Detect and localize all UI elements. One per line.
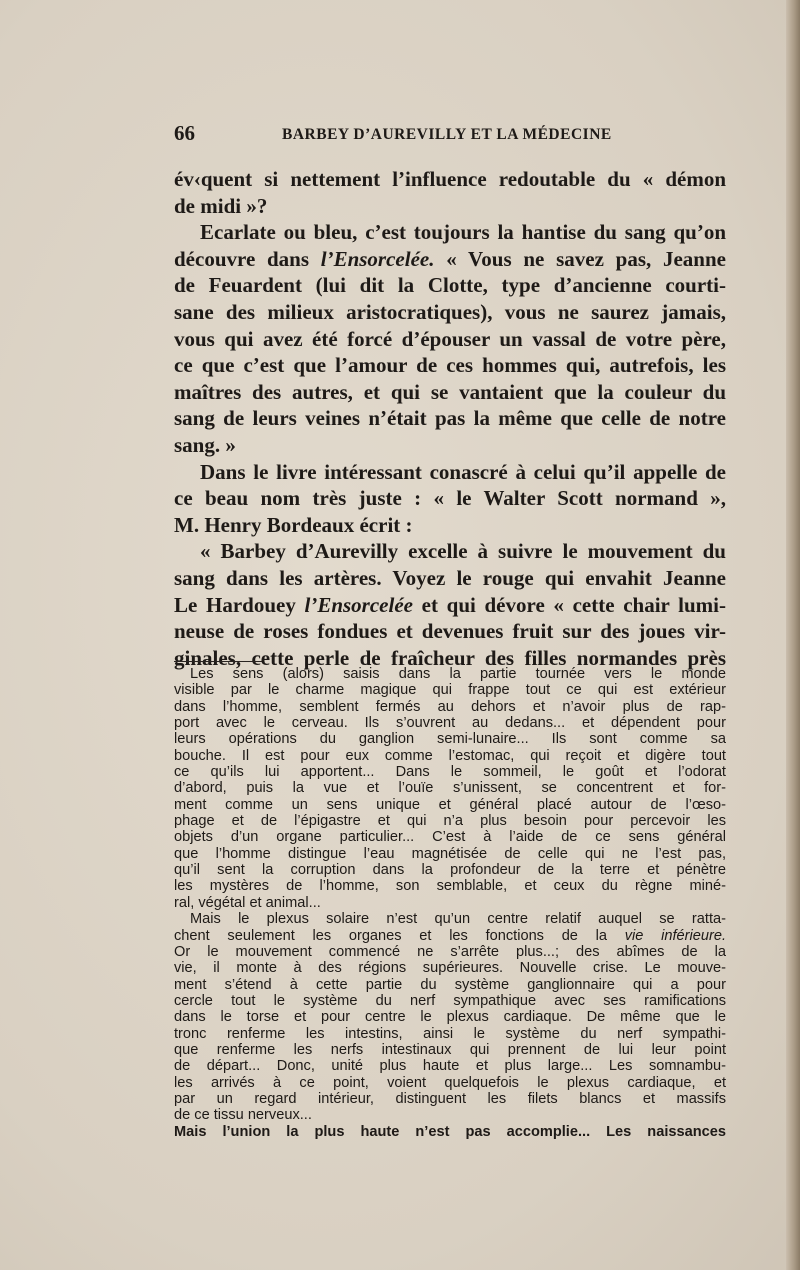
footnote-line: ment comme un sens unique et général placé autour de l’œso- [174,796,726,813]
footnote-line: que renferme les nerfs intestinaux qui prennent de lui leur point [174,1041,726,1058]
footnote-line-italic: vie inférieure. [624,927,727,944]
footnote-line: cercle tout le système du nerf sympathique avec ses ramifications [174,992,726,1009]
footnote-line-part: chent seulement les organes et les fonctions de la [174,927,625,944]
footnote-line: ral, végétal et animal... [174,894,321,911]
footnote-line [174,928,726,944]
footnote-line [174,911,726,927]
body-line [174,592,726,619]
body-line: sang dans les artères. Voyez le rouge qui envahit Jeanne [174,565,726,590]
body-line: Dans le livre intéressant conascré à celui qu’il appelle de [200,459,726,484]
footnote-line: de départ... Donc, unité plus haute et plus large... Les somnambu- [174,1058,726,1075]
footnote-line: d’abord, puis la vue et l’ouïe s’unissent, se concentrent et for- [174,780,726,797]
body-line-part: et qui dévore « cette chair lumi- [412,592,726,617]
footnote-line: dans l’homme, semblent fermés au dehors et n’avoir plus de rap- [174,698,726,715]
body-line [174,246,726,273]
body-line: vous qui avez été forcé d’épouser un vassal de votre père, [174,326,726,351]
footnote-line-part: Mais le plexus solaire n’est qu’un centre relatif auquel se ratta- [190,911,726,928]
page-edge [786,0,800,1270]
footnote-line: de ce tissu nerveux... [174,1107,312,1124]
body-line: « Barbey d’Aurevilly excelle à suivre le mouvement du [200,539,726,564]
footnote-line: ce qu’ils lui apportent... Dans le sommeil, le goût et l’odorat [174,764,726,781]
footnote-line: Mais l’union la plus haute n’est pas accomplie... Les naissances [174,1123,726,1140]
footnote-line: les arrivés à ce point, voient quelquefois le plexus cardiaque, et [174,1074,726,1091]
footnote-line: ment s’étend à cette partie du système ganglionnaire qui a pour [174,976,726,993]
footnote-line: que l’homme distingue l’eau magnétisée de celle qui ne l’est pas, [174,845,726,862]
footnote-line: visible par le charme magique qui frappe tout ce qui est extérieur [174,682,726,699]
main-text [174,166,726,671]
body-line: ce beau nom très juste : « le Walter Scott normand », [174,486,726,511]
running-head [174,121,724,151]
footnote-line: port avec le cerveau. Ils s’ouvrent au dedans... et dépendent pour [174,715,726,732]
body-line: ginales, cette perle de fraîcheur des filles normandes près [174,645,726,670]
body-line-part: « Vous ne savez pas, Jeanne [434,246,726,271]
footnote-line: Or le mouvement commencé ne s’arrête plus...; des abîmes de la [174,943,726,960]
footnote-line: leurs opérations du ganglion semi-lunaire... Ils sont comme sa [174,731,726,748]
footnote-line: qu’il sent la corruption dans la profondeur de la terre et pénètre [174,862,726,879]
body-line: neuse de roses fondues et devenues fruit sur des joues vir- [174,619,726,644]
footnote-line: tronc renferme les intestins, ainsi le système du nerf sympathi- [174,1025,726,1042]
footnote-line: par un regard intérieur, distinguent les filets blancs et massifs [174,1090,726,1107]
footnote-line: vie, il monte à des régions supérieures. Nouvelle crise. Le mouve- [174,960,726,977]
body-line: de Feuardent (lui dit la Clotte, type d’ancienne courti- [174,273,726,298]
footnote [174,666,726,1140]
footnote-line: objets d’un organe particulier... C’est à l’aide de ce sens général [174,829,726,846]
body-line: sang de leurs veines n’était pas la même que celle de notre [174,406,726,431]
body-line: sang. » [174,432,236,457]
page-number: 66 [174,121,195,145]
footnote-line: Les sens (alors) saisis dans la partie tournée vers le monde [190,666,726,682]
footnote-line: les mystères de l’homme, son semblable, et ceux du règne miné- [174,878,726,895]
body-line-italic: l’Ensorcelée [304,592,413,617]
body-line: sane des milieux aristocratiques), vous ne saurez jamais, [174,299,726,324]
body-line-part: Le Hardouey [174,592,305,617]
body-line-part: découvre dans [174,246,321,271]
body-line: de midi »? [174,193,268,218]
footnote-line: bouche. Il est pour eux comme l’estomac, qui reçoit et digère tout [174,747,726,764]
body-line: maîtres des autres, et qui se vantaient que la couleur du [174,379,726,404]
footnote-line: phage et de l’épigastre et qui n’a plus besoin pour percevoir les [174,813,726,830]
footnote-separator [174,661,262,662]
body-line-italic: l’Ensorcelée. [320,246,435,271]
running-title: BARBEY D’AUREVILLY ET LA MÉDECINE [282,126,612,143]
body-line: M. Henry Bordeaux écrit : [174,512,413,537]
body-line: Ecarlate ou bleu, c’est toujours la hantise du sang qu’on [200,220,726,245]
body-line: ce que c’est que l’amour de ces hommes qui, autrefois, les [174,353,726,378]
body-line: év‹quent si nettement l’influence redoutable du « démon [174,167,726,191]
footnote-line: dans le torse et pour centre le plexus cardiaque. De même que le [174,1009,726,1026]
